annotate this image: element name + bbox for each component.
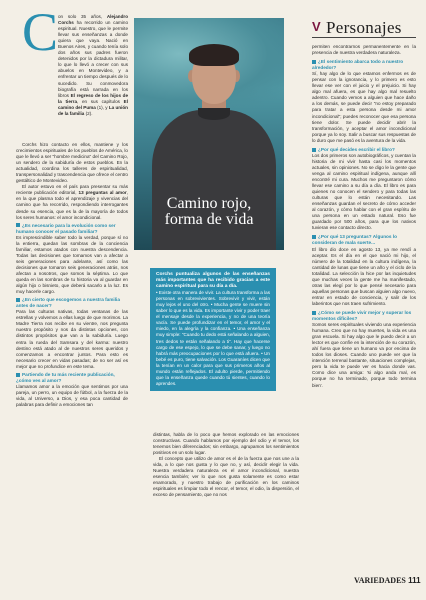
dropcap: C xyxy=(22,2,59,62)
portrait-photo xyxy=(134,18,284,250)
highlight-box xyxy=(150,268,276,391)
question-5: ¿Por qué decides escribir el libro? xyxy=(312,147,416,153)
answer-2: Para las culturas nativas, todas ventanas de las estrellas y volvemos a ellas luego de que morimos. La Madre Tierra nos recibe en su vientre, nos pregunta nuestro propósito y nos da distintas opciones, con distintos propósitos que van a la sabiduría. Luego entra la rueda del Samsara y del karma: nuestro destino está atado al de nuestros seres queridos y comenzamos a encontrar juntos. Para esto es necesario crecer en vidas pasadas; de no ser así es mejor que no profundice en este tema. xyxy=(16,309,128,369)
highlight-lead: Corchs puntualiza algunos de las enseñanzas más importantes que ha recibido gracias a este camino espiritual para su día a día. xyxy=(156,272,270,290)
page-footer xyxy=(354,576,421,585)
article-column-3 xyxy=(312,44,416,389)
col2-paragraph-1: distintas, habla de lo poco que hemos explorado en las emociones constructivas. Cuando hablamos por ejemplo del odio y el temor, los tenemos bien diferenciados; sin embargo, agrupamos los sentimientos positivos en un solo lugar. xyxy=(153,432,299,456)
answer-7: Somos seres espirituales viviendo una experiencia humana. Creo que no hay muertes, la vida es una gran escuela. Si hay algo que le puedo decir a un lector es que confíe en la intención de su corazón, ahí fuera que tiene un humano va por encima de todos los dioses. Cuando uno puede ver que la intención terrenal bastante, situaciones complejas, pero la vida te puede ver es hacia donde vas. Como dice una amiga: 'si algo anda mal, es porque no ha terminado, porque todo termina bien'. xyxy=(312,322,416,388)
question-7: ¿Cómo se puede vivir mejor y superar los momentos difíciles? xyxy=(312,309,412,322)
section-title: Personajes xyxy=(326,18,402,37)
highlight-body: • Existe otra manera de vivir. La cultura transforma a las personas en sobrevivientes. Sobrevivir y vivir, están muy lejos el uno del otro. • Mucha gente se muere sin saber lo que es la vida. Es importante vivir y poder traer el mensaje desde la experiencia, y no de una teoría vacía. Se puede profundizar en el temor, el amor y el miedo, en la alegría y la confianza. • Una enseñanza muy simple: "Cuando tu dedo está señalando a alguien, tres dedos te están señalando a ti". Hay que hacerse cargo de ese espejo, lo que se debe sanar, y luego no habrá más preocupaciones por lo que está afuera. • Un bebé es puro, tiene salvación. Los Guaraníes dicen que la tenían en un calor para que sus primeros años al mundo están reflejados. El adulto pierde, permitiendo que la enseñanza quede cuando tú sientes, cuando lo aprendes. xyxy=(156,290,270,386)
answer-1: Es imprescindible saber todo la verdad, porque sí no la entierra, quedan las sombras de la conciencia familiar, estamos atados con nuestra descendencia. Todas las decisiones que tomamos van a afectar a seis generaciones para adelante, así como las decisiones que tomaron seis generaciones atrás, nos afectan a nosotros, que somos la séptima. Lo que queda en las sombras de tu historia va al guardar en algún hijo o bisnieto, que deberá sacarlo a la luz. Es muy hacerle cargo. xyxy=(16,234,128,295)
answer-5: Los dos primeros son autobiográficos, y cuentan la historia de mi vivir hasta casi los momentos actuales, sin opiniones. No se digo le la gente que venga al camino espiritual indígena, aunque allí encontré mi cura. Muchos me preguntaron cómo llevar ese camino a su día a día. El libro es para quienes no conocen el sendero y para todas las culturas que lo están necesitando. Las enseñanzas guardan el secreto de cómo acceder al corazón, y cómo hablar con el gran espíritu de una persona en un estado natural. Eso fue guardado por 500 años, para que los nativos tuvieran ese contacto directo. xyxy=(312,152,416,231)
header-rule xyxy=(312,37,416,38)
article-column-2 xyxy=(153,432,299,499)
question-2: ¿En cierto que escogemos a nuestra familia antes de nacer? xyxy=(16,297,120,309)
question-3: Partiendo de tu más reciente publicación, ¿cómo ves al amor? xyxy=(16,371,115,383)
page-number: 111 xyxy=(408,576,421,585)
col3-paragraph-0: permiten encontrarnos permanentemente en la presencia de nuestra verdadera naturaleza. xyxy=(312,44,416,56)
magazine-logo: V xyxy=(312,19,321,34)
photo-headline: Camino rojo, forma de vida xyxy=(164,195,254,228)
intro-paragraph: on solo 35 años, Alejandro Corchs ha recorrido un camino espiritual. Nuestro, que le permite llevar sus enseñanzas a donde quiera que vaya. Nació en Buenos Aires, y cuando tenía solo dos años sus padres fueron detenidos por la dictadura militar, lo que lo llevó a crecer con sus abuelos en Montevideo, y a enfrentar un tiempo después de lo sucedido. Su conmovedora biografía está narrada en los libros El regreso de los hijos de la tierra, en sus capítulos El camino del Puma (1), y La unión de la familia (2). xyxy=(58,14,128,116)
article-column-1 xyxy=(16,142,128,408)
intro-paragraph-2: Corchs hizo contacto en ellos, mantiene y los crecimientos espirituales de los pueblos de América, lo que le llevó a ser "hombre medicina" del Camino Rojo, un sendero de la sabiduría de estos pueblos. En la actualidad, coordina los talleres de espiritualidad, transpersonalidad y trascendencia que ofrece el centro gestáltico de Montevideo. xyxy=(16,142,128,184)
question-1: ¿Es necesario para la evolución como ser humano conocer el pasado familiar? xyxy=(16,222,116,234)
col2-paragraph-2: El concepto que utilizo de amor es el de la fuerza que nos une a la vida, a lo que nos gusta y lo que no, y así, decidir elegir la vida. Nuestra verdadera naturaleza es el amor incondicional, nuestra esencia también; ver lo que nos gusta solamente es como estar enamorado, y nuestro trabajo de purificación en los caminos espirituales es limpiar todo el rencor, el temor, el odio, la dispersión, el exceso de pensamiento, que no nos xyxy=(153,456,299,498)
answer-6: El libro dio doce en agosto 13, ya me rendí a aceptar. Es el día en el que nació mi hijo, el número de la totalidad en la cultura indígena, la cantidad de lunas que tiene un año y el ciclo de la totalidad. La selección la hice por las inquietudes que muchas veces la gente me ha manifestado, otras las elegí por lo que pensé necesario para aquellas personas que buscan alguien algo nuevo, entrar en estado de conciencia, y salir de los laberintos que nos traen sufrimiento. xyxy=(312,246,416,306)
question-4: ¿El sentimiento abarca todo a nuestro alrededor? xyxy=(312,59,404,71)
answer-3: Llamamos amor a la emoción que sentimos por una pareja, un perro, un equipo de fútbol, a la fuerza de la vida, al Universo, a Dios, y esa poca cantidad de palabras para definir a emociones tan xyxy=(16,383,128,407)
section-header xyxy=(312,16,416,38)
intro-wrap xyxy=(58,14,128,117)
answer-4: Sí, hay algo de lo que estamos enfermos es de pensar con la ignorancia, y lo primero es esto llevar ese ver con el juicio y el prejuicio. Si hay algo mal afuera, es que hay algo mal resuelto adentro. Cuando vemos a alguien que hace daño a los demás, se puede decir "no estoy preparado para tratar a esta persona desde mi amor incondicional"; puedes reconocer que esa persona tiene dolor. Se puede decidir abrir la transformación, y aceptar el amor incondicional porque ya lo soy. Salir a buscar sus respuestas de lo duro que me pasó es la aventura de la vida. xyxy=(312,71,416,143)
footer-brand: VARIEDADES xyxy=(354,576,406,585)
intro-paragraph-3: El autor estuvo en el país para presentar su más reciente publicación editorial, 13 preguntas al amor, en la que plasma todo el aprendizaje y vivencias del camino que ha recorrido, respondiendo interrogantes desde su esencia, que es la de la mayoría de todos los seres humanos: el amor incondicional. xyxy=(16,184,128,220)
question-6: ¿Por qué 13 preguntas? Algunos lo consideran de mala suerte... xyxy=(312,234,397,246)
